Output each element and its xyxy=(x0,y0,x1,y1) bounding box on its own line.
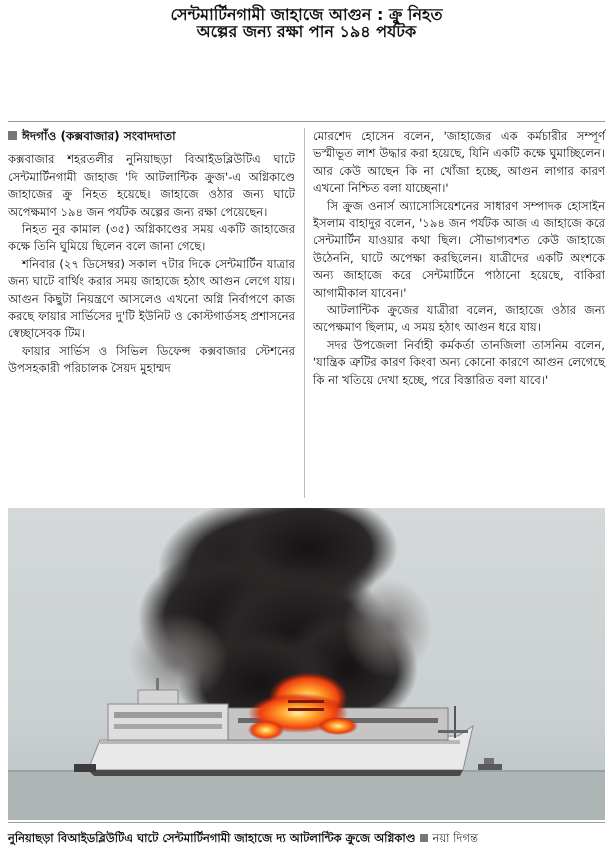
column-divider xyxy=(304,128,305,498)
headline-line-1: সেন্টমার্টিনগামী জাহাজে আগুন : ক্রু নিহত xyxy=(170,5,443,24)
headline xyxy=(0,6,613,41)
left-column xyxy=(8,128,295,378)
paragraph: ফায়ার সার্ভিস ও সিভিল ডিফেন্স কক্সবাজার স্টেশনের উপসহকারী পরিচালক সৈয়দ মুহাম্মদ xyxy=(8,343,295,376)
paragraph: শনিবার (২৭ ডিসেম্বর) সকাল ৭টার দিকে সেন্টমার্টিন যাত্রার জন্য ঘাটে বার্থিং করার সময় জাহাজে হঠাৎ আগুন লেগে যায়। আগুন কিছুটা নিয়ন্ত্রণে আসলেও এখনো অগ্নি নির্বাপণে কাজ করছে ফায়ার সার্ভিসের দু'টি ইউনিট ও কোস্টগার্ডসহ প্রশাসনের স্বেচ্ছাসেবক টিম। xyxy=(8,256,295,341)
right-column xyxy=(313,128,605,389)
photo-credit: নয়া দিগন্ত xyxy=(432,831,478,845)
photo-rule xyxy=(8,822,605,823)
paragraph: নিহত নুর কামাল (৩৫) অগ্নিকাণ্ডের সময় একটি জাহাজের কক্ষে তিনি ঘুমিয়ে ছিলেন বলে জানা গেছে। xyxy=(8,222,295,254)
paragraph: আটলান্টিক ক্রুজের যাত্রীরা বলেন, জাহাজে ওঠার জন্য অপেক্ষমাণ ছিলাম, এ সময় হঠাৎ আগুন ধরে যায়। xyxy=(313,303,605,335)
credit-square-icon xyxy=(420,834,428,842)
headline-rule xyxy=(8,121,605,122)
caption-text: নুনিয়াছড়া বিআইডব্লিউটিএ ঘাটে সেন্টমার্টিনগামী জাহাজে দ্য আটলান্টিক ক্রুজে অগ্নিকাণ্ড xyxy=(8,831,416,845)
paragraph: মোরশেদ হোসেন বলেন, 'জাহাজের এক কর্মচারীর সম্পূর্ণ ভস্মীভূত লাশ উদ্ধার করা হয়েছে, যিনি একটি কক্ষে ঘুমাচ্ছিলেন। আর কেউ আছেন কি না খোঁজা হচ্ছে, আগুন লাগার কারণ এখনো নিশ্চিত বলা যাচ্ছেনা।' xyxy=(313,129,605,196)
ship-fire-photo xyxy=(8,508,605,820)
photo-caption xyxy=(8,826,605,850)
paragraph: সি ক্রুজ ওনার্স অ্যাসোসিয়েশনের সাধারণ সম্পাদক হোসাইন ইসলাম বাহাদুর বলেন, '১৯৪ জন পর্যটক আজ এ জাহাজে করে সেন্টমার্টিন যাওয়ার কথা ছিল। সৌভাগ্যবশত কেউ জাহাজে উঠেননি, ঘাটে অপেক্ষা করছিলেন। যাত্রীদের একটি অংশকে অন্য জাহাজে করে সেন্টমার্টিনে পাঠানো হয়েছে, বাকিরা আগামীকাল যাবেন।' xyxy=(313,198,605,300)
bullet-square-icon xyxy=(8,131,17,140)
headline-line-2: অল্পের জন্য রক্ষা পান ১৯৪ পর্যটক xyxy=(196,22,417,42)
paragraph: কক্সবাজার শহরতলীর নুনিয়াছড়া বিআইডব্লিউটিএ ঘাটে সেন্টমার্টিনগামী জাহাজ 'দি আটলান্টিক ক্রুজ'-এ অগ্নিকাণ্ডে জাহাজের ক্রু নিহত হয়েছে। জাহাজে ওঠার জন্য ঘাটে অপেক্ষমাণ ১৯৪ জন পর্যটক অল্পের জন্য রক্ষা পেয়েছেন। xyxy=(8,152,295,219)
byline xyxy=(8,128,295,145)
byline-text: ঈদগাঁও (কক্সবাজার) সংবাদদাতা xyxy=(22,129,176,143)
ship-fire-illustration xyxy=(8,508,605,820)
paragraph: সদর উপজেলা নির্বাহী কর্মকর্তা তানজিলা তাসনিম বলেন, 'যান্ত্রিক ত্রুটির কারণ কিংবা অন্য কোনো কারণে আগুন লেগেছে কি না খতিয়ে দেখা হচ্ছে, পরে বিস্তারিত বলা যাবে।' xyxy=(313,337,605,387)
